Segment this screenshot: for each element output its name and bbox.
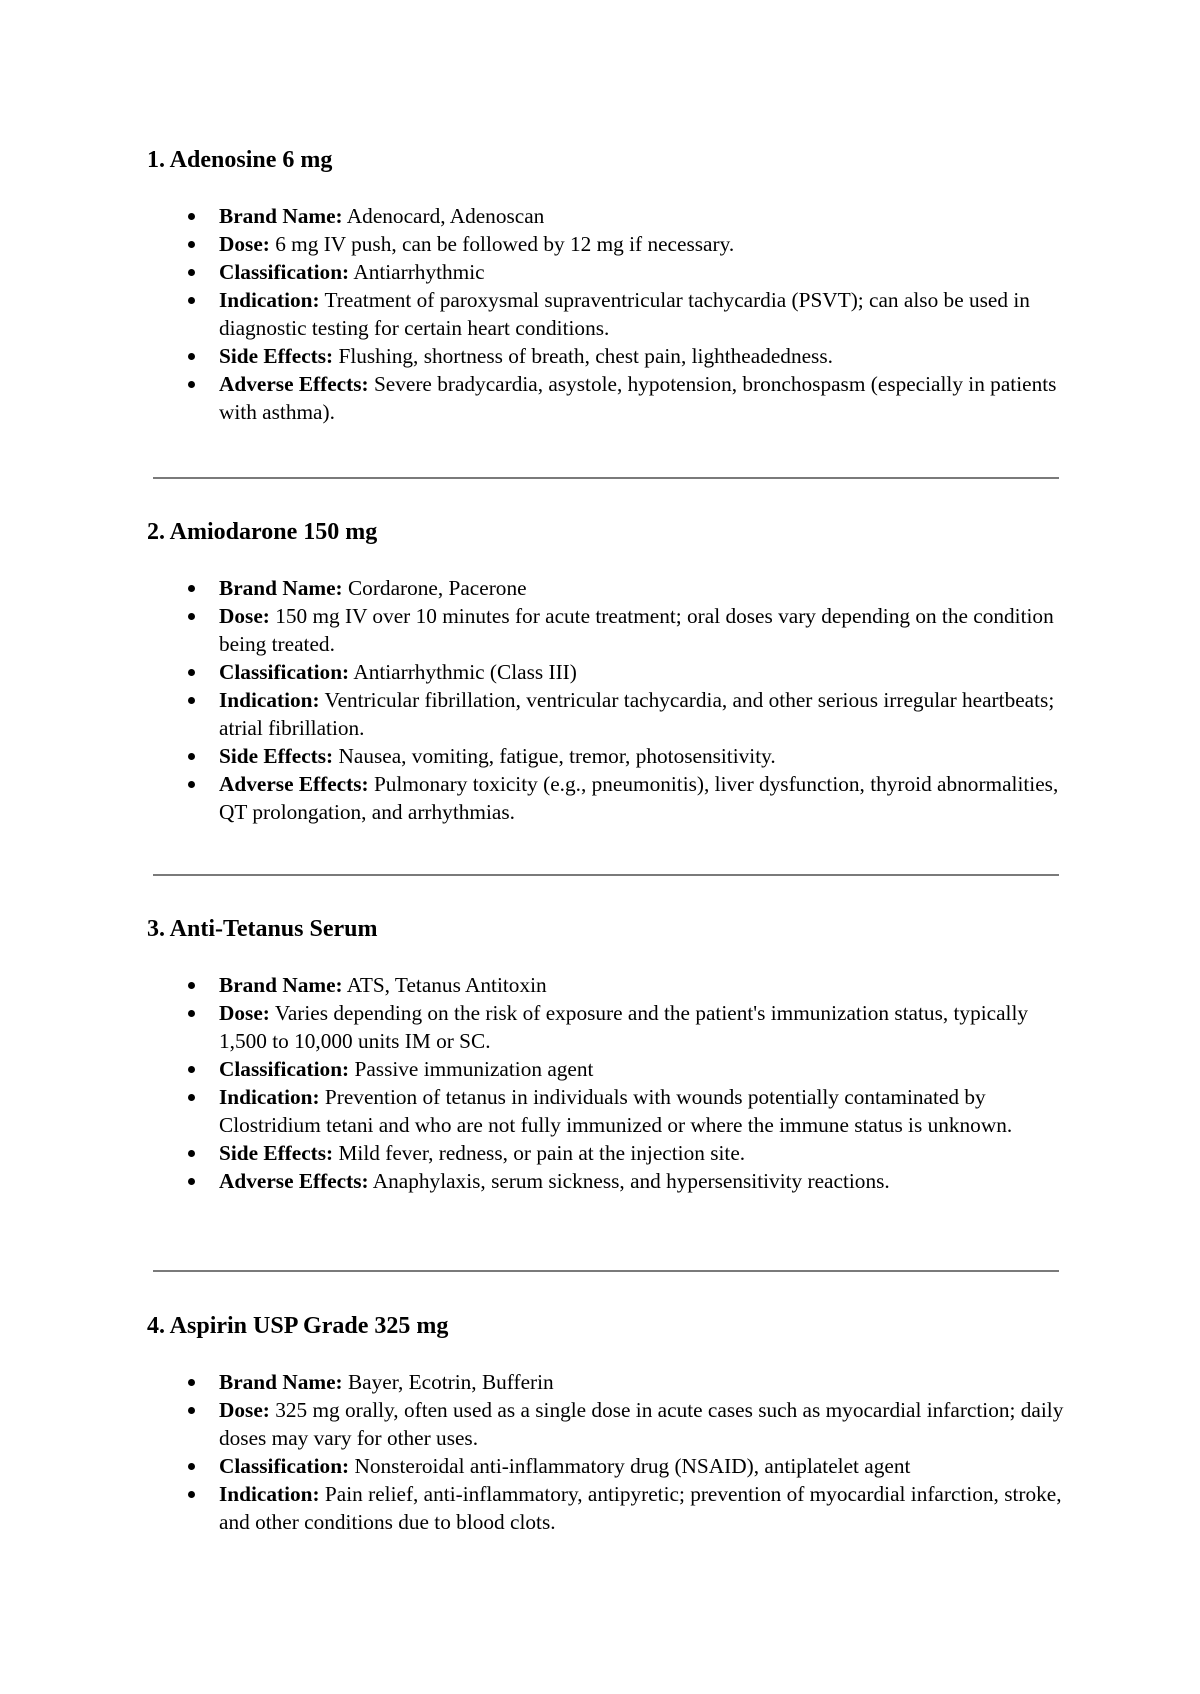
list-item-brand-name — [147, 574, 1067, 602]
drug-section-anti-tetanus-serum — [147, 915, 1067, 1193]
item-text: Ventricular fibrillation, ventricular tachycardia, and other serious irregular heartbeats; atrial fibrillation. — [219, 688, 1055, 740]
bullet-icon — [188, 1407, 195, 1414]
list-item-classification — [147, 258, 1067, 286]
item-label: Dose: — [219, 1398, 270, 1422]
item-text: 150 mg IV over 10 minutes for acute treatment; oral doses vary depending on the condition being treated. — [219, 604, 1054, 656]
item-label: Brand Name: — [219, 204, 343, 228]
bullet-icon — [188, 613, 195, 620]
item-text: Flushing, shortness of breath, chest pain, lightheadedness. — [338, 344, 833, 368]
item-label: Brand Name: — [219, 1370, 343, 1394]
list-item-dose — [147, 1396, 1067, 1452]
item-label: Indication: — [219, 288, 320, 312]
item-text: Anaphylaxis, serum sickness, and hypersensitivity reactions. — [372, 1169, 890, 1193]
item-text: Nonsteroidal anti-inflammatory drug (NSAID), antiplatelet agent — [354, 1454, 911, 1478]
bullet-icon — [188, 1178, 195, 1185]
list-item-classification — [147, 658, 1067, 686]
item-label: Brand Name: — [219, 576, 343, 600]
list-item-indication — [147, 286, 1067, 342]
item-label: Dose: — [219, 604, 270, 628]
item-text: Pain relief, anti-inflammatory, antipyretic; prevention of myocardial infarction, stroke, and other conditions due to blood clots. — [219, 1482, 1062, 1534]
bullet-icon — [188, 213, 195, 220]
item-text: Prevention of tetanus in individuals with wounds potentially contaminated by Clostridium tetani and who are not fully immunized or where the immune status is unknown. — [219, 1085, 1013, 1137]
bullet-icon — [188, 1010, 195, 1017]
item-label: Dose: — [219, 232, 270, 256]
section-heading: 2. Amiodarone 150 mg — [147, 519, 378, 545]
item-label: Classification: — [219, 1454, 350, 1478]
section-heading: 3. Anti-Tetanus Serum — [147, 916, 378, 942]
item-text: 325 mg orally, often used as a single dose in acute cases such as myocardial infarction; daily doses may vary for other uses. — [219, 1398, 1064, 1450]
bullet-icon — [188, 982, 195, 989]
item-label: Indication: — [219, 1482, 320, 1506]
item-label: Indication: — [219, 688, 320, 712]
item-label: Side Effects: — [219, 1141, 334, 1165]
bullet-icon — [188, 753, 195, 760]
list-item-adverse-effects — [147, 370, 1067, 426]
bullet-icon — [188, 1094, 195, 1101]
bullet-icon — [188, 1379, 195, 1386]
section-divider — [153, 1270, 1059, 1272]
bullet-icon — [188, 381, 195, 388]
item-label: Brand Name: — [219, 973, 343, 997]
bullet-icon — [188, 297, 195, 304]
list-item-side-effects — [147, 1139, 1067, 1167]
list-item-side-effects — [147, 742, 1067, 770]
list-item-brand-name — [147, 202, 1067, 230]
item-text: Treatment of paroxysmal supraventricular tachycardia (PSVT); can also be used in diagnostic testing for certain heart conditions. — [219, 288, 1030, 340]
item-text: ATS, Tetanus Antitoxin — [346, 973, 547, 997]
item-label: Classification: — [219, 660, 350, 684]
item-label: Adverse Effects: — [219, 1169, 369, 1193]
section-heading: 4. Aspirin USP Grade 325 mg — [147, 1313, 449, 1339]
bullet-icon — [188, 1066, 195, 1073]
item-text: Antiarrhythmic — [353, 260, 485, 284]
drug-details-list — [147, 202, 1067, 426]
section-divider — [153, 874, 1059, 876]
item-label: Classification: — [219, 1057, 350, 1081]
drug-section-aspirin — [147, 1312, 1067, 1534]
item-label: Dose: — [219, 1001, 270, 1025]
item-text: Antiarrhythmic (Class III) — [353, 660, 577, 684]
list-item-dose — [147, 230, 1067, 258]
list-item-side-effects — [147, 342, 1067, 370]
item-text: Nausea, vomiting, fatigue, tremor, photosensitivity. — [338, 744, 776, 768]
section-heading: 1. Adenosine 6 mg — [147, 147, 333, 173]
list-item-adverse-effects — [147, 1167, 1067, 1195]
list-item-dose — [147, 602, 1067, 658]
item-text: Mild fever, redness, or pain at the injection site. — [338, 1141, 746, 1165]
item-text: Bayer, Ecotrin, Bufferin — [347, 1370, 554, 1394]
item-label: Side Effects: — [219, 344, 334, 368]
list-item-brand-name — [147, 1368, 1067, 1396]
drug-details-list — [147, 574, 1067, 826]
list-item-brand-name — [147, 971, 1067, 999]
bullet-icon — [188, 585, 195, 592]
bullet-icon — [188, 669, 195, 676]
item-label: Side Effects: — [219, 744, 334, 768]
item-text: Cordarone, Pacerone — [347, 576, 527, 600]
list-item-dose — [147, 999, 1067, 1055]
list-item-adverse-effects — [147, 770, 1067, 826]
item-text: Pulmonary toxicity (e.g., pneumonitis), liver dysfunction, thyroid abnormalities, QT prolongation, and arrhythmias. — [219, 772, 1059, 824]
list-item-classification — [147, 1055, 1067, 1083]
item-label: Classification: — [219, 260, 350, 284]
bullet-icon — [188, 269, 195, 276]
drug-details-list — [147, 971, 1067, 1195]
bullet-icon — [188, 781, 195, 788]
bullet-icon — [188, 697, 195, 704]
list-item-indication — [147, 686, 1067, 742]
list-item-classification — [147, 1452, 1067, 1480]
bullet-icon — [188, 1150, 195, 1157]
drug-section-amiodarone — [147, 518, 1067, 824]
drug-details-list — [147, 1368, 1067, 1536]
drug-section-adenosine — [147, 146, 1067, 424]
item-text: Varies depending on the risk of exposure and the patient's immunization status, typically 1,500 to 10,000 units IM or SC. — [219, 1001, 1029, 1053]
item-label: Indication: — [219, 1085, 320, 1109]
bullet-icon — [188, 241, 195, 248]
item-text: Severe bradycardia, asystole, hypotension, bronchospasm (especially in patients with asthma). — [219, 372, 1057, 424]
item-text: 6 mg IV push, can be followed by 12 mg if necessary. — [275, 232, 735, 256]
list-item-indication — [147, 1083, 1067, 1139]
list-item-indication — [147, 1480, 1067, 1536]
item-text: Adenocard, Adenoscan — [346, 204, 545, 228]
bullet-icon — [188, 1491, 195, 1498]
item-label: Adverse Effects: — [219, 772, 369, 796]
section-divider — [153, 477, 1059, 479]
bullet-icon — [188, 353, 195, 360]
item-text: Passive immunization agent — [354, 1057, 594, 1081]
item-label: Adverse Effects: — [219, 372, 369, 396]
bullet-icon — [188, 1463, 195, 1470]
